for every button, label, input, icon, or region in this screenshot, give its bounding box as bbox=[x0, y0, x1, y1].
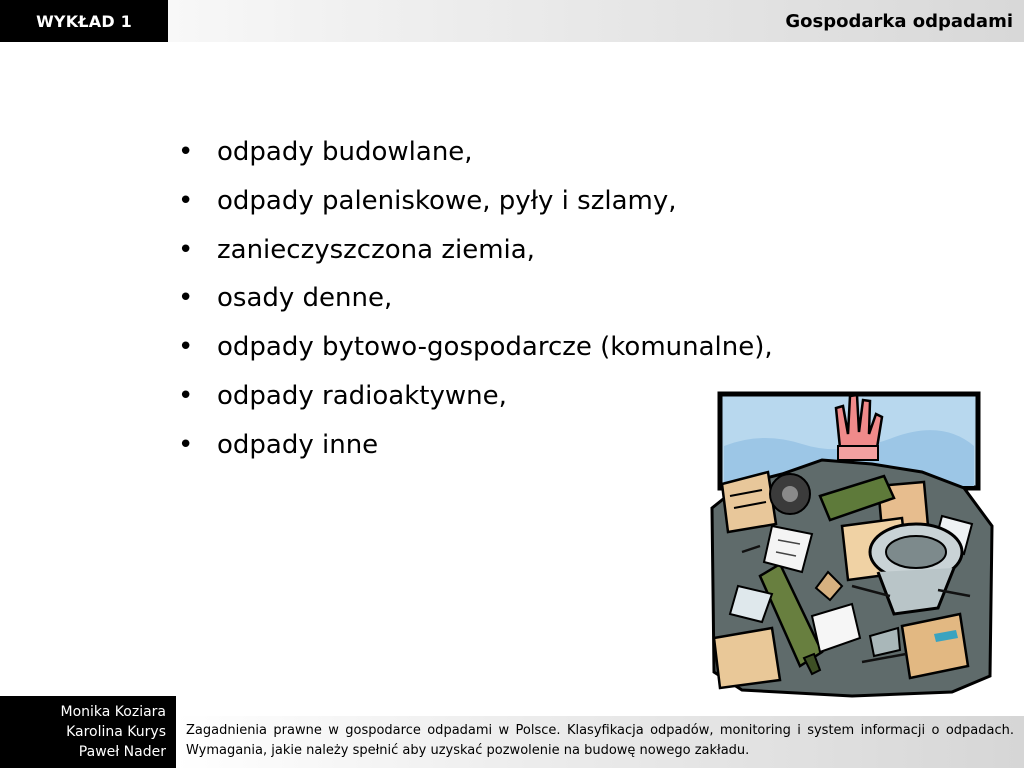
trash-pile-icon bbox=[702, 376, 998, 698]
author-name: Paweł Nader bbox=[78, 744, 166, 760]
author-name: Karolina Kurys bbox=[66, 724, 166, 740]
list-item bbox=[178, 372, 773, 421]
list-item-text: zanieczyszczona ziemia, bbox=[217, 234, 535, 265]
bullet-icon bbox=[178, 323, 217, 372]
list-item-text: odpady budowlane, bbox=[217, 137, 473, 167]
author-name: Monika Koziara bbox=[60, 704, 166, 720]
list-item-text: odpady paleniskowe, pyły i szlamy, bbox=[217, 185, 677, 216]
list-item bbox=[178, 421, 773, 470]
list-item bbox=[178, 226, 773, 275]
authors-box bbox=[0, 696, 176, 768]
list-item bbox=[178, 128, 773, 177]
list-item bbox=[178, 323, 773, 372]
list-item-text: odpady radioaktywne, bbox=[217, 380, 507, 411]
list-item-text: osady denne, bbox=[217, 283, 393, 314]
footer-description: Zagadnienia prawne w gospodarce odpadami w Polsce. Klasyfikacja odpadów, monitoring i system informacji o odpadach. Wymagania, jakie należy spełnić aby uzyskać pozwolenie na budowę nowego zakładu. bbox=[176, 716, 1024, 768]
bullet-icon bbox=[178, 177, 217, 226]
bullet-list bbox=[178, 128, 773, 470]
bullet-icon bbox=[178, 274, 217, 323]
bullet-icon bbox=[178, 372, 217, 421]
bullet-icon bbox=[178, 226, 217, 275]
bullet-icon bbox=[178, 128, 217, 177]
list-item-text: odpady inne bbox=[217, 429, 379, 460]
list-item bbox=[178, 274, 773, 323]
list-item bbox=[178, 177, 773, 226]
slide-title: Gospodarka odpadami bbox=[785, 10, 1013, 32]
bullet-icon bbox=[178, 421, 217, 470]
header-bar bbox=[0, 0, 1024, 42]
lecture-label: WYKŁAD 1 bbox=[0, 0, 168, 42]
list-item-text: odpady bytowo-gospodarcze (komunalne), bbox=[217, 332, 773, 363]
